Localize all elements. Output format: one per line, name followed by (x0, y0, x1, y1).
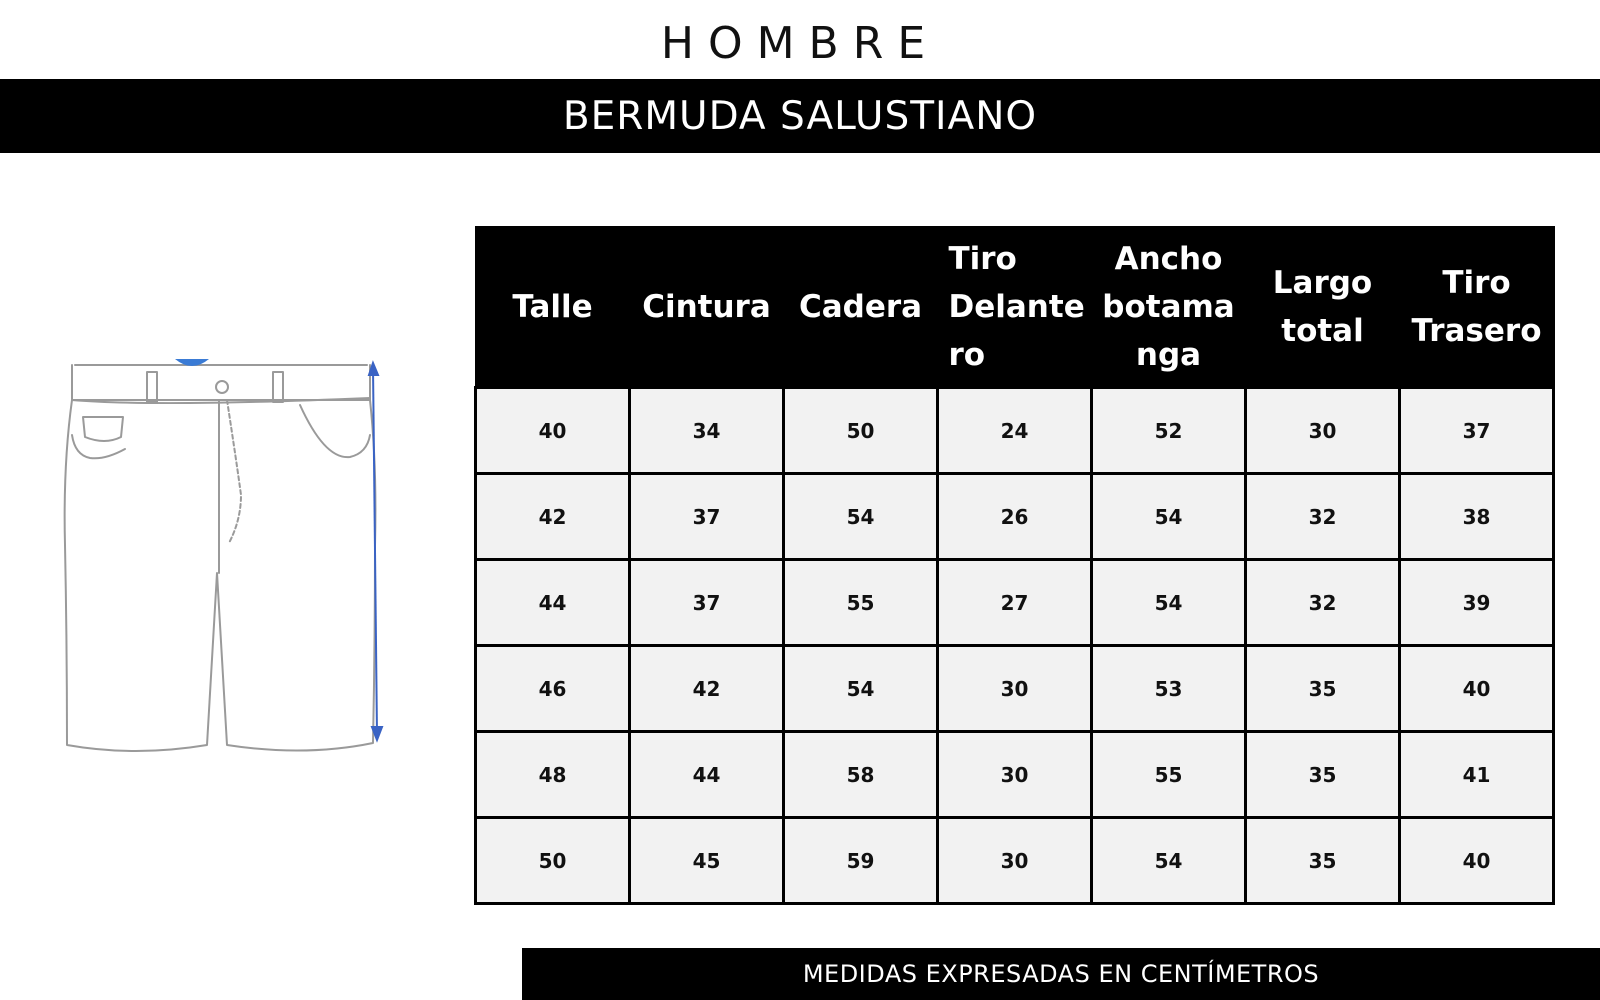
units-note-bar (522, 948, 1600, 1000)
table-cell: 59 (784, 818, 938, 904)
table-cell: 50 (784, 388, 938, 474)
table-row (476, 474, 1554, 560)
table-cell: 35 (1246, 732, 1400, 818)
table-header-row (476, 227, 1554, 388)
table-cell: 24 (938, 388, 1092, 474)
table-cell: 46 (476, 646, 630, 732)
table-cell: 40 (476, 388, 630, 474)
column-header: Tiro Delante ro (938, 227, 1092, 388)
table-cell: 40 (1400, 646, 1554, 732)
units-note: MEDIDAS EXPRESADAS EN CENTÍMETROS (802, 960, 1320, 988)
table-cell: 30 (1246, 388, 1400, 474)
table-row (476, 818, 1554, 904)
section-title: HOMBRE (660, 17, 940, 69)
table-cell: 26 (938, 474, 1092, 560)
table-cell: 37 (630, 474, 784, 560)
table-cell: 37 (630, 560, 784, 646)
table-cell: 52 (1092, 388, 1246, 474)
table-cell: 41 (1400, 732, 1554, 818)
size-table (474, 226, 1555, 905)
table-cell: 32 (1246, 560, 1400, 646)
table-cell: 54 (1092, 474, 1246, 560)
shorts-illustration (55, 345, 395, 775)
table-cell: 42 (630, 646, 784, 732)
table-cell: 37 (1400, 388, 1554, 474)
table-cell: 30 (938, 818, 1092, 904)
column-header: Largo total (1246, 227, 1400, 388)
table-cell: 44 (630, 732, 784, 818)
table-row (476, 560, 1554, 646)
table-cell: 44 (476, 560, 630, 646)
table-cell: 30 (938, 732, 1092, 818)
table-cell: 54 (1092, 818, 1246, 904)
table-cell: 54 (1092, 560, 1246, 646)
table-cell: 54 (784, 474, 938, 560)
table-cell: 34 (630, 388, 784, 474)
column-header: Cadera (784, 227, 938, 388)
table-cell: 54 (784, 646, 938, 732)
table-cell: 40 (1400, 818, 1554, 904)
table-cell: 50 (476, 818, 630, 904)
table-row (476, 646, 1554, 732)
table-cell: 35 (1246, 818, 1400, 904)
table-cell: 38 (1400, 474, 1554, 560)
table-cell: 35 (1246, 646, 1400, 732)
table-cell: 32 (1246, 474, 1400, 560)
table-cell: 45 (630, 818, 784, 904)
column-header: Cintura (630, 227, 784, 388)
product-title-bar (0, 79, 1600, 153)
table-cell: 30 (938, 646, 1092, 732)
table-cell: 48 (476, 732, 630, 818)
table-cell: 53 (1092, 646, 1246, 732)
table-row (476, 388, 1554, 474)
shorts-outline (65, 365, 376, 751)
table-cell: 27 (938, 560, 1092, 646)
table-cell: 55 (784, 560, 938, 646)
table-cell: 39 (1400, 560, 1554, 646)
product-name: BERMUDA SALUSTIANO (562, 93, 1038, 139)
table-cell: 55 (1092, 732, 1246, 818)
table-row (476, 732, 1554, 818)
column-header: Talle (476, 227, 630, 388)
table-cell: 42 (476, 474, 630, 560)
column-header: Ancho botama nga (1092, 227, 1246, 388)
column-header: Tiro Trasero (1400, 227, 1554, 388)
table-cell: 58 (784, 732, 938, 818)
